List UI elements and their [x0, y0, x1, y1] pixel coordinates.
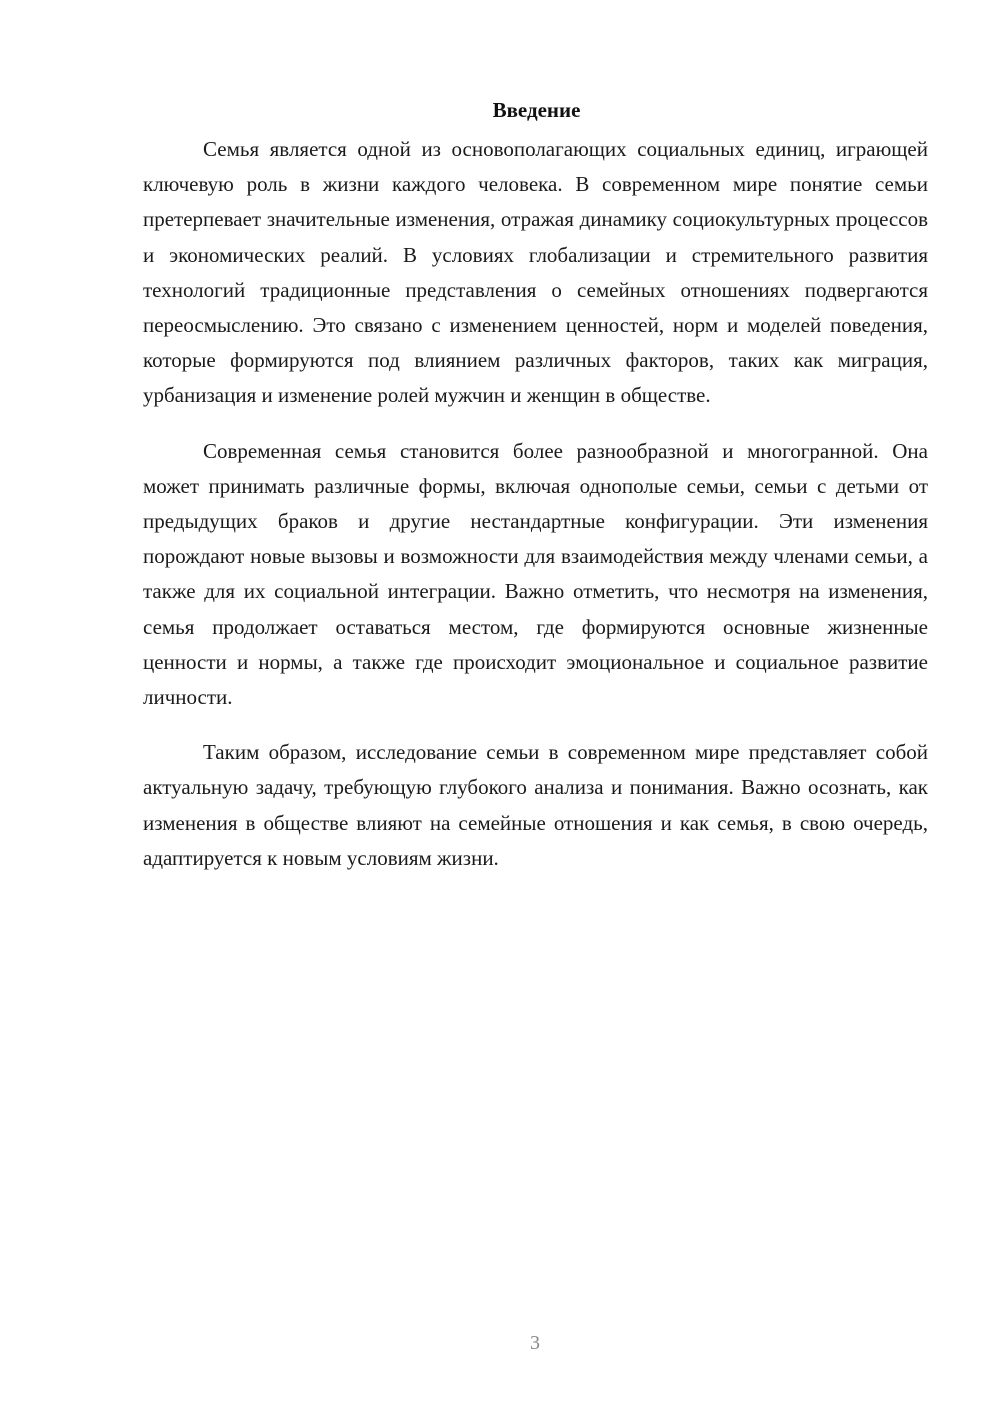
paragraph-3: Таким образом, исследование семьи в современном мире представляет собой актуальную задачу, требующую глубокого анализа и понимания. Важно осознать, как изменения в обществе влияют на семейные отношения и как семья, в свою очередь, адаптируется к новым условиям жизни. — [143, 740, 928, 870]
page-number: 3 — [530, 1332, 540, 1354]
document-body — [143, 92, 928, 896]
section-title: Введение — [492, 98, 581, 122]
paragraph-2: Современная семья становится более разнообразной и многогранной. Она может принимать различные формы, включая однополые семьи, семьи с детьми от предыдущих браков и другие нестандартные конфигурации. Эти изменения порождают новые вызовы и возможности для взаимодействия между членами семьи, а также для их социальной интеграции. Важно отметить, что несмотря на изменения, семья продолжает оставаться местом, где формируются основные жизненные ценности и нормы, а также где происходит эмоциональное и социальное развитие личности. — [143, 438, 928, 710]
paragraph-1: Семья является одной из основополагающих социальных единиц, играющей ключевую роль в жизни каждого человека. В современном мире понятие семьи претерпевает значительные изменения, отражая динамику социокультурных процессов и экономических реалий. В условиях глобализации и стремительного развития технологий традиционные представления о семейных отношениях подвергаются переосмыслению. Это связано с изменением ценностей, норм и моделей поведения, которые формируются под влиянием различных факторов, таких как миграция, урбанизация и изменение ролей мужчин и женщин в обществе. — [143, 137, 928, 408]
